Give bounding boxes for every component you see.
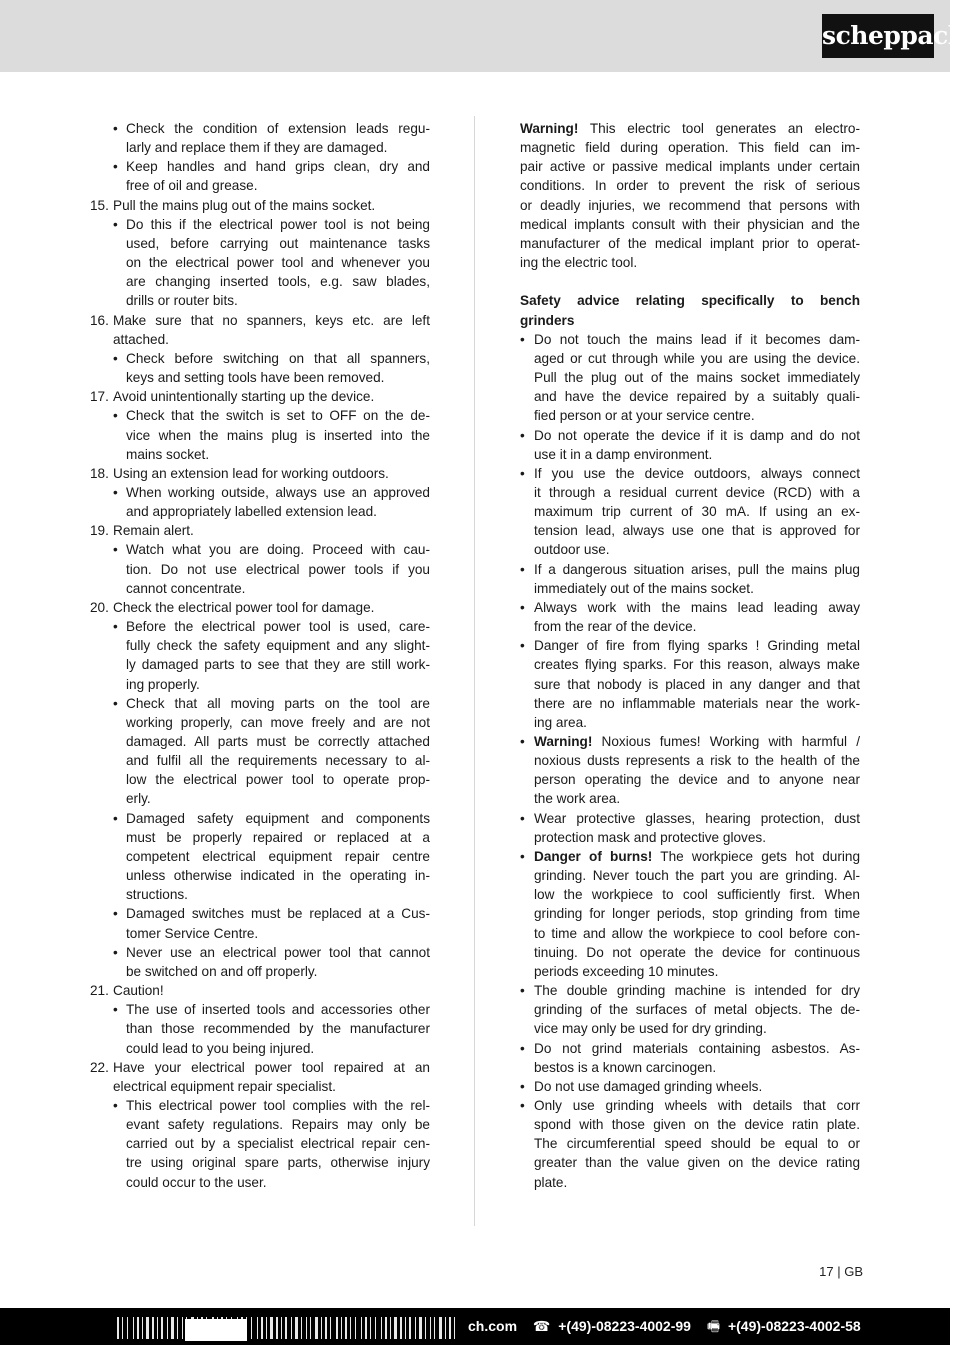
barcode-bar [355, 1317, 356, 1339]
bullet-line: structions. [126, 887, 188, 903]
bullet-line [520, 330, 860, 349]
barcode-bar [325, 1317, 327, 1339]
bullet-line [520, 732, 860, 751]
line-text: the work area. [534, 791, 621, 807]
bullet-line: • Watch what you are doing. Proceed with cau- [90, 540, 430, 559]
bullet-line: could lead to you being injured. [126, 1040, 315, 1056]
bullet-line: evant safety regulations. Repairs may only be [126, 1117, 430, 1133]
bullet-line [520, 617, 860, 636]
paragraph-gap [520, 272, 860, 291]
bullet-line: than those recommended by the manufacturer [126, 1021, 430, 1037]
list-item-line [90, 196, 430, 215]
bullet-line [520, 1153, 860, 1172]
bullet-line: on the electrical power tool and whenever you [126, 255, 430, 271]
column-divider [474, 116, 475, 1226]
bullet-line: ly damaged parts to see that they are still work- [126, 657, 430, 673]
barcode-bar [350, 1317, 351, 1339]
list-item-line [90, 387, 430, 406]
bullet-line [520, 1039, 860, 1058]
emphasis-label: Danger of burns! [534, 848, 653, 864]
bullet-line: • Keep handles and hand grips clean, dry and [90, 157, 430, 176]
barcode-bar [133, 1317, 134, 1339]
line-text: protection mask and protective gloves. [534, 829, 766, 845]
line-text: Pull the plug out of the mains socket immediately [534, 370, 860, 386]
item-number: 17. [90, 389, 109, 405]
line-text: Noxious fumes! Working with harmful / [592, 734, 860, 749]
line-text: there are no inflammable materials near the work- [534, 695, 860, 711]
bullet-line: • Damaged safety equipment and components [90, 809, 430, 828]
barcode-bar [415, 1317, 416, 1339]
bullet-line [520, 426, 860, 445]
bullet-line: • The use of inserted tools and accessories other [90, 1000, 430, 1019]
line-text: conditions. In order to prevent the risk of serious [520, 178, 860, 194]
bullet-line [520, 1134, 860, 1153]
barcode-bar [365, 1317, 367, 1339]
bullet-line: used, before carrying out maintenance tasks [126, 235, 430, 251]
line-text: Danger of fire from flying sparks ! Grinding metal [534, 638, 860, 654]
paragraph-line [520, 157, 860, 176]
item-text: Caution! [113, 983, 164, 999]
bullet-line [520, 962, 860, 981]
barcode-bar [146, 1317, 149, 1339]
line-text: pair active or passive medical implants under certain [520, 159, 860, 175]
bullet-line [520, 655, 860, 674]
line-text: ing area. [534, 714, 587, 730]
barcode-bar [315, 1317, 318, 1339]
barcode-bar [281, 1317, 282, 1339]
line-text: to time and allow the workpiece to cool before con- [534, 925, 860, 941]
bullet-line: carried out by a specialist electrical repair cen- [126, 1136, 430, 1152]
barcode-bar [310, 1317, 311, 1339]
barcode-bar [381, 1317, 382, 1339]
bullet-line [520, 445, 860, 464]
paragraph-line [520, 176, 860, 195]
footer-phone: +(49)-08223-4002-99 [558, 1318, 691, 1334]
bullet-line: • Check that all moving parts on the tool are [90, 694, 430, 713]
line-text: tension lead, always use one that is approved for [534, 523, 860, 539]
line-text: bestos is a known carcinogen. [534, 1059, 717, 1075]
barcode-bar [177, 1317, 178, 1339]
bullet-line: working properly, can move freely and are not [126, 714, 430, 730]
bullet-line [520, 579, 860, 598]
line-text: spond with those given on the device ratin plate. [534, 1117, 860, 1133]
line-text: person operating the device and to anyone near [534, 772, 860, 788]
bullet-line: low the electrical power tool to operate prop- [126, 772, 430, 788]
bullet-line: • This electrical power tool complies with the rel- [90, 1096, 430, 1115]
bullet-line [520, 904, 860, 923]
paragraph-line [520, 234, 860, 253]
bullet-line [520, 560, 860, 579]
line-text: medical implants consult with their physician and the [520, 216, 860, 232]
barcode-bar [405, 1317, 406, 1339]
bullet-line [520, 885, 860, 904]
barcode-bar [117, 1317, 119, 1339]
bullet-line: are changing inserted tools, e.g. saw blades, [126, 274, 430, 290]
item-number: 19. [90, 523, 109, 539]
paragraph-line [520, 138, 860, 157]
bullet-line [520, 1115, 860, 1134]
line-text: grinding for longer periods, stop grinding from time [534, 906, 860, 922]
item-text: Pull the mains plug out of the mains socket. [113, 197, 376, 213]
bullet-line: competent electrical equipment repair centre [126, 848, 430, 864]
bullet-line [520, 483, 860, 502]
bullet-line: cannot concentrate. [126, 580, 246, 596]
item-text: attached. [113, 331, 169, 347]
barcode-bar [390, 1317, 391, 1339]
bullet-line [520, 1096, 860, 1115]
item-text: Avoid unintentionally starting up the device. [113, 389, 375, 405]
list-item-line [90, 330, 430, 349]
paragraph-line [520, 119, 860, 138]
bullet-line: fully check the safety equipment and any slight- [126, 638, 430, 654]
line-text: This electric tool generates an electro- [578, 121, 860, 136]
bullet-line [520, 521, 860, 540]
footer-fax: +(49)-08223-4002-58 [727, 1318, 861, 1334]
line-text: Do not touch the mains lead if it becomes dam- [534, 331, 860, 347]
bullet-line: be switched on and off properly. [126, 963, 318, 979]
line-text: creates flying sparks. For this reason, always make [534, 657, 860, 673]
paragraph-line [520, 253, 860, 272]
barcode-bar [375, 1317, 376, 1339]
line-text: If you use the device outdoors, always connect [534, 465, 860, 481]
footer-barcode-graphic [115, 1313, 457, 1343]
barcode-bar [321, 1317, 322, 1339]
bullet-line [520, 1019, 860, 1038]
barcode-bar [409, 1317, 411, 1339]
bullet-line [520, 1173, 860, 1192]
line-text: or deadly injuries, we recommend that persons with [520, 197, 860, 213]
bullet-line: • Never use an electrical power tool that cannot [90, 943, 430, 962]
bullet-line: free of oil and grease. [126, 178, 258, 194]
bullet-line [520, 789, 860, 808]
list-item-line [90, 521, 430, 540]
bullet-line: • Check before switching on that all spanners, [90, 349, 430, 368]
bullet-line [520, 770, 860, 789]
page-number: 17 | GB [819, 1264, 863, 1279]
bullet-line [520, 1077, 860, 1096]
bullet-line: damaged. All parts must be correctly attached [126, 734, 430, 749]
line-text: low the workpiece to cool sufficiently first. When [534, 887, 860, 903]
barcode-bar [425, 1317, 426, 1339]
line-text: If a dangerous situation arises, pull the mains plug [534, 561, 860, 577]
barcode-bar [251, 1317, 252, 1339]
barcode-bar [276, 1317, 278, 1339]
line-text: grinding. Never touch the part you are grinding. Al- [534, 868, 860, 884]
bullet-line: and fulfil all the requirements necessary to al- [126, 753, 430, 769]
barcode-bar [370, 1317, 371, 1339]
barcode-bar [285, 1317, 287, 1339]
bullet-line [520, 368, 860, 387]
barcode-bar [341, 1317, 342, 1339]
bullet-line: larly and replace them if they are damaged. [126, 140, 388, 156]
bullet-line: • Check that the switch is set to OFF on the de- [90, 406, 430, 425]
bullet-line: • Check the condition of extension leads regu- [90, 119, 430, 138]
item-text: Remain alert. [113, 523, 194, 539]
barcode-bar [295, 1317, 298, 1339]
line-text: grinding of the surfaces of metal objects. The de- [534, 1002, 860, 1018]
bullet-line: ing properly. [126, 676, 200, 692]
bullet-line [520, 866, 860, 885]
emphasis-label: Warning! [520, 121, 579, 136]
line-text: from the rear of the device. [534, 619, 697, 635]
barcode-bar [449, 1317, 451, 1339]
barcode-bar [182, 1317, 183, 1339]
bullet-line [520, 1058, 860, 1077]
barcode-bar [142, 1317, 143, 1339]
barcode-bar [157, 1317, 158, 1339]
barcode-bar [152, 1317, 154, 1339]
barcode-bar [430, 1317, 431, 1339]
bullet-line [520, 675, 860, 694]
bullet-line [520, 502, 860, 521]
bullet-line [520, 847, 860, 866]
list-item-line [90, 598, 430, 617]
bullet-line: tre using original spare parts, otherwise injury [126, 1155, 430, 1171]
barcode-bar [171, 1317, 174, 1339]
item-text: Using an extension lead for working outdoors. [113, 465, 389, 481]
line-text: The workpiece gets hot during [652, 848, 860, 864]
right-column [520, 119, 860, 1192]
bullet-line: mains socket. [126, 446, 210, 462]
item-number: 20. [90, 599, 109, 615]
barcode-bar [454, 1317, 455, 1339]
item-text: electrical equipment repair specialist. [113, 1078, 336, 1094]
line-text: The double grinding machine is intended for dry [534, 983, 860, 999]
barcode-bar [261, 1317, 263, 1339]
bullet-line: drills or router bits. [126, 293, 238, 309]
barcode-bar [270, 1317, 273, 1339]
bullet-line: unless otherwise indicated in the operating in- [126, 868, 430, 884]
barcode-bar [361, 1317, 362, 1339]
bullet-line [520, 1000, 860, 1019]
bullet-line: and appropriately labelled extension lead. [126, 504, 377, 520]
barcode-bar [167, 1317, 168, 1339]
bullet-line: could occur to the user. [126, 1174, 267, 1190]
line-text: fied person or at your service centre. [534, 408, 755, 424]
item-number: 16. [90, 312, 109, 328]
bullet-line [520, 943, 860, 962]
fax-icon: 🖷 [706, 1319, 721, 1335]
paragraph-line [520, 196, 860, 215]
list-item-line [90, 464, 430, 483]
bullet-line [520, 540, 860, 559]
item-number: 22. [90, 1059, 109, 1075]
footer-website[interactable]: ch.com [468, 1318, 518, 1334]
item-text: Make sure that no spanners, keys etc. are left [113, 312, 430, 328]
barcode-bar [419, 1317, 422, 1339]
bullet-line [520, 406, 860, 425]
line-text: sure that nobody is placed in any danger and that [534, 676, 860, 692]
bullet-line [520, 464, 860, 483]
item-text: Check the electrical power tool for damage. [113, 599, 375, 615]
phone-icon: ☎ [532, 1319, 551, 1335]
barcode-bar [306, 1317, 307, 1339]
line-text: Do not operate the device if it is damp and do not [534, 427, 860, 443]
item-number: 15. [90, 197, 109, 213]
line-text: it through a residual current device (RCD) with a [534, 484, 860, 500]
line-text: outdoor use. [534, 542, 610, 558]
barcode-bar [127, 1317, 128, 1339]
section-heading-line: Safety advice relating specifically to bench [520, 293, 860, 309]
line-text: Do not use damaged grinding wheels. [534, 1078, 763, 1094]
bullet-line [520, 809, 860, 828]
item-number: 21. [90, 983, 109, 999]
line-text: periods exceeding 10 minutes. [534, 963, 719, 979]
bullet-line: • Do this if the electrical power tool is not being [90, 215, 430, 234]
item-number: 18. [90, 465, 109, 481]
line-text: immediately out of the mains socket. [534, 580, 754, 596]
barcode-bar [291, 1317, 292, 1339]
barcode-bar [137, 1317, 139, 1339]
line-text: Wear protective glasses, hearing protection, dust [534, 810, 860, 826]
line-text: ing the electric tool. [520, 255, 638, 271]
line-text: aged or cut through while you are using the device. [534, 350, 860, 366]
bullet-line [520, 387, 860, 406]
bullet-line [520, 828, 860, 847]
line-text: magnetic field during operation. This field can im- [520, 140, 860, 156]
line-text: noxious dusts represents a risk to the health of the [534, 753, 860, 769]
line-text: use it in a damp environment. [534, 446, 713, 462]
barcode-bar [400, 1317, 402, 1339]
bullet-line: • When working outside, always use an approved [90, 483, 430, 502]
barcode-bar [445, 1317, 446, 1339]
barcode-bar [394, 1317, 397, 1339]
list-item-line [90, 1058, 430, 1077]
bullet-line: must be properly repaired or replaced at a [126, 829, 430, 845]
bullet-line: • Damaged switches must be replaced at a Cus- [90, 904, 430, 923]
line-text: plate. [534, 1174, 568, 1190]
barcode-bar [330, 1317, 331, 1339]
bullet-line [520, 694, 860, 713]
line-text: tinuing. Do not operate the device for continuous [534, 944, 860, 960]
scheppach-logo: scheppach [822, 14, 934, 58]
footer-contact [468, 1316, 861, 1340]
bullet-line [520, 751, 860, 770]
barcode-bar [122, 1317, 123, 1339]
item-text: Have your electrical power tool repaired at an [113, 1059, 430, 1075]
line-text: Do not grind materials containing asbestos. As- [534, 1040, 860, 1056]
line-text: Only use grinding wheels with details that corr [534, 1097, 860, 1113]
line-text: and have the device repaired by a suitably quali- [534, 389, 860, 405]
bullet-line: erly. [126, 791, 151, 807]
paragraph-line [520, 215, 860, 234]
bullet-line [520, 598, 860, 617]
line-text: maximum trip current of 30 mA. If using an ex- [534, 504, 860, 520]
barcode-bar [385, 1317, 387, 1339]
barcode-bar [301, 1317, 302, 1339]
line-text: The circumferential speed should be equal to or [534, 1136, 860, 1152]
barcode-bar [336, 1317, 338, 1339]
line-text: vice may only be used for dry grinding. [534, 1021, 767, 1037]
barcode-bar [345, 1317, 347, 1339]
left-column [90, 119, 430, 1192]
emphasis-label: Warning! [534, 734, 593, 749]
bullet-line: tomer Service Centre. [126, 925, 259, 941]
bullet-line [520, 636, 860, 655]
barcode-bar [161, 1317, 163, 1339]
bullet-line: vice when the mains plug is inserted into the [126, 427, 430, 443]
bullet-line [520, 924, 860, 943]
line-text: manufacturer of the medical implant prior to operat- [520, 235, 860, 251]
list-item-line [90, 311, 430, 330]
barcode-bar [266, 1317, 267, 1339]
bullet-line [520, 349, 860, 368]
bullet-line [520, 713, 860, 732]
barcode-bar [439, 1317, 442, 1339]
line-text: Always work with the mains lead leading away [534, 599, 860, 615]
bullet-line: • Before the electrical power tool is used, care- [90, 617, 430, 636]
barcode-bar [434, 1317, 435, 1339]
bullet-line: tion. Do not use electrical power tools if you [126, 561, 430, 577]
list-item-line [90, 981, 430, 1000]
bullet-line: keys and setting tools have been removed. [126, 370, 385, 386]
line-text: greater than the value given on the device rating [534, 1155, 860, 1171]
bullet-line [520, 981, 860, 1000]
barcode-bar [257, 1317, 258, 1339]
list-item-line [90, 1077, 430, 1096]
header-band [0, 0, 950, 72]
barcode-block [185, 1319, 247, 1341]
section-heading-line: grinders [520, 312, 575, 328]
